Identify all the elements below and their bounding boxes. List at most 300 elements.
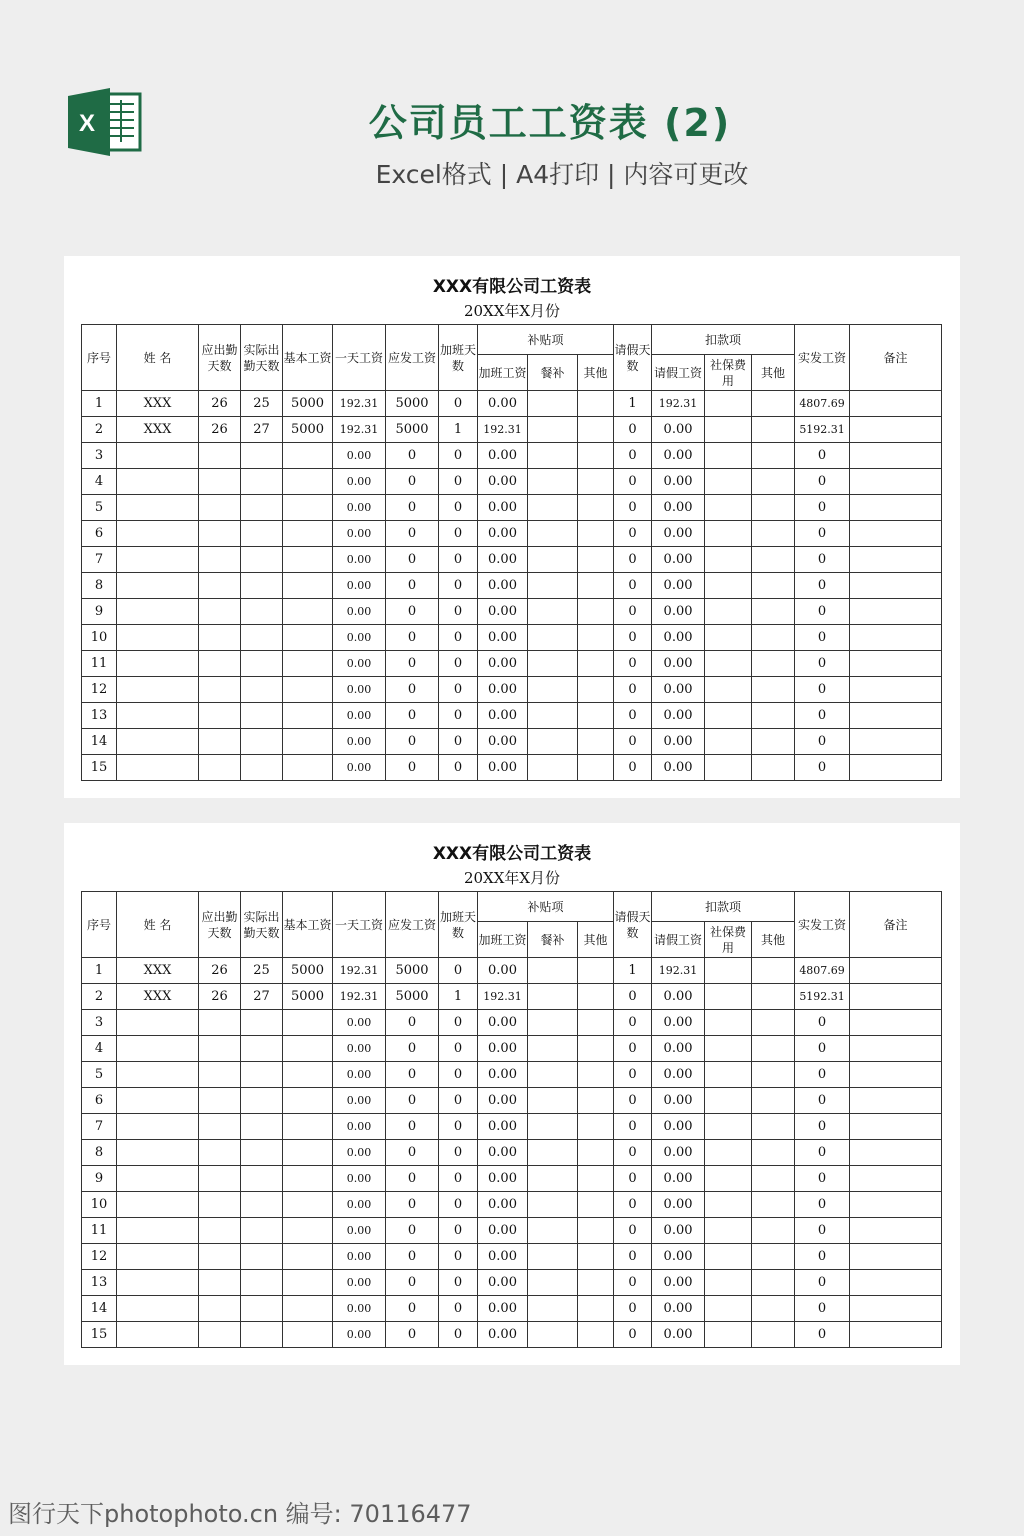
cell-name (117, 573, 199, 599)
cell-remarks (850, 1270, 942, 1296)
cell-base-salary (283, 469, 333, 495)
cell-name (117, 1088, 199, 1114)
cell-required-days (199, 521, 241, 547)
cell-leave-pay: 0.00 (652, 1088, 705, 1114)
cell-social-insurance (705, 1114, 752, 1140)
cell-leave-pay: 0.00 (652, 703, 705, 729)
header-overtime-pay: 加班工资 (478, 355, 528, 391)
cell-daily-salary: 0.00 (333, 1166, 386, 1192)
cell-allowance-other (578, 417, 614, 443)
cell-overtime-pay: 0.00 (478, 1244, 528, 1270)
cell-leave-pay: 0.00 (652, 573, 705, 599)
cell-name (117, 1218, 199, 1244)
cell-leave-pay: 0.00 (652, 1322, 705, 1348)
cell-meal-allowance (528, 443, 578, 469)
cell-daily-salary: 0.00 (333, 625, 386, 651)
cell-leave-days: 0 (614, 495, 652, 521)
cell-payable-salary: 0 (386, 1114, 439, 1140)
cell-meal-allowance (528, 1192, 578, 1218)
cell-actual-days: 27 (241, 417, 283, 443)
cell-leave-pay: 0.00 (652, 1218, 705, 1244)
cell-overtime-days: 0 (439, 1296, 478, 1322)
cell-deduction-other (752, 443, 795, 469)
cell-social-insurance (705, 1088, 752, 1114)
sheet-title: XXX有限公司工资表 (432, 844, 592, 864)
cell-remarks (850, 677, 942, 703)
cell-name: XXX (117, 958, 199, 984)
cell-allowance-other (578, 1218, 614, 1244)
table-row (82, 547, 942, 573)
watermark: 图行天下photophoto.cn 编号: 70116477 (8, 1500, 472, 1528)
cell-overtime-pay: 0.00 (478, 1140, 528, 1166)
table-row (82, 1270, 942, 1296)
header-deduction-group: 扣款项 (652, 892, 795, 922)
cell-overtime-days: 1 (439, 984, 478, 1010)
cell-meal-allowance (528, 651, 578, 677)
cell-payable-salary: 0 (386, 1270, 439, 1296)
cell-social-insurance (705, 958, 752, 984)
cell-remarks (850, 521, 942, 547)
sheet-title: XXX有限公司工资表 (432, 277, 592, 297)
cell-daily-salary: 0.00 (333, 573, 386, 599)
cell-net-salary: 0 (795, 1270, 850, 1296)
cell-overtime-pay: 0.00 (478, 391, 528, 417)
cell-seq: 11 (82, 651, 117, 677)
table-row (82, 625, 942, 651)
cell-required-days (199, 1036, 241, 1062)
header-leave-pay: 请假工资 (652, 355, 705, 391)
cell-daily-salary: 0.00 (333, 677, 386, 703)
header-required-days: 应出勤天数 (199, 892, 241, 958)
header-actual-days: 实际出勤天数 (241, 325, 283, 391)
cell-net-salary: 0 (795, 1244, 850, 1270)
cell-meal-allowance (528, 469, 578, 495)
cell-name (117, 599, 199, 625)
cell-deduction-other (752, 1140, 795, 1166)
cell-leave-pay: 0.00 (652, 1296, 705, 1322)
cell-daily-salary: 192.31 (333, 984, 386, 1010)
cell-payable-salary: 0 (386, 1036, 439, 1062)
cell-payable-salary: 0 (386, 495, 439, 521)
cell-leave-days: 0 (614, 703, 652, 729)
cell-remarks (850, 755, 942, 781)
table-row (82, 599, 942, 625)
cell-social-insurance (705, 1296, 752, 1322)
cell-name (117, 703, 199, 729)
cell-meal-allowance (528, 417, 578, 443)
cell-required-days (199, 1140, 241, 1166)
cell-deduction-other (752, 755, 795, 781)
header-name: 姓 名 (117, 325, 199, 391)
cell-leave-days: 0 (614, 677, 652, 703)
cell-payable-salary: 0 (386, 573, 439, 599)
header-social-insurance: 社保费用 (705, 922, 752, 958)
header-payable-salary: 应发工资 (386, 325, 439, 391)
cell-base-salary (283, 729, 333, 755)
cell-deduction-other (752, 1114, 795, 1140)
cell-payable-salary: 0 (386, 1088, 439, 1114)
cell-social-insurance (705, 1244, 752, 1270)
cell-overtime-days: 0 (439, 1088, 478, 1114)
cell-seq: 1 (82, 391, 117, 417)
cell-payable-salary: 0 (386, 729, 439, 755)
cell-leave-days: 0 (614, 1088, 652, 1114)
cell-required-days (199, 703, 241, 729)
cell-seq: 6 (82, 521, 117, 547)
payroll-sheet (64, 256, 960, 798)
cell-social-insurance (705, 1322, 752, 1348)
cell-allowance-other (578, 1114, 614, 1140)
cell-required-days (199, 755, 241, 781)
cell-name (117, 469, 199, 495)
cell-social-insurance (705, 573, 752, 599)
table-row (82, 443, 942, 469)
header-social-insurance: 社保费用 (705, 355, 752, 391)
cell-deduction-other (752, 984, 795, 1010)
cell-meal-allowance (528, 1062, 578, 1088)
cell-daily-salary: 0.00 (333, 703, 386, 729)
cell-payable-salary: 5000 (386, 391, 439, 417)
cell-leave-pay: 192.31 (652, 391, 705, 417)
cell-leave-pay: 0.00 (652, 755, 705, 781)
cell-allowance-other (578, 469, 614, 495)
cell-payable-salary: 0 (386, 1166, 439, 1192)
cell-seq: 3 (82, 443, 117, 469)
cell-leave-pay: 0.00 (652, 443, 705, 469)
cell-leave-days: 0 (614, 1140, 652, 1166)
cell-daily-salary: 0.00 (333, 469, 386, 495)
cell-required-days (199, 1088, 241, 1114)
cell-overtime-pay: 0.00 (478, 1114, 528, 1140)
cell-remarks (850, 1166, 942, 1192)
cell-remarks (850, 703, 942, 729)
cell-daily-salary: 0.00 (333, 1114, 386, 1140)
cell-required-days: 26 (199, 958, 241, 984)
table-row (82, 1218, 942, 1244)
cell-base-salary (283, 1244, 333, 1270)
cell-name (117, 521, 199, 547)
table-row (82, 1036, 942, 1062)
cell-daily-salary: 0.00 (333, 547, 386, 573)
cell-payable-salary: 5000 (386, 984, 439, 1010)
cell-base-salary (283, 1140, 333, 1166)
header-allowance-group: 补贴项 (478, 892, 614, 922)
header-overtime-days: 加班天数 (439, 325, 478, 391)
table-row (82, 1114, 942, 1140)
cell-seq: 14 (82, 1296, 117, 1322)
cell-payable-salary: 0 (386, 1062, 439, 1088)
cell-leave-pay: 192.31 (652, 958, 705, 984)
cell-base-salary (283, 443, 333, 469)
cell-overtime-pay: 192.31 (478, 417, 528, 443)
cell-net-salary: 0 (795, 1218, 850, 1244)
cell-payable-salary: 0 (386, 1296, 439, 1322)
cell-base-salary (283, 1218, 333, 1244)
cell-meal-allowance (528, 729, 578, 755)
table-row (82, 495, 942, 521)
cell-seq: 13 (82, 703, 117, 729)
header-required-days: 应出勤天数 (199, 325, 241, 391)
cell-name (117, 1244, 199, 1270)
cell-remarks (850, 1062, 942, 1088)
cell-social-insurance (705, 1010, 752, 1036)
cell-allowance-other (578, 703, 614, 729)
cell-net-salary: 0 (795, 1010, 850, 1036)
cell-seq: 10 (82, 625, 117, 651)
cell-name (117, 1114, 199, 1140)
cell-net-salary: 5192.31 (795, 417, 850, 443)
cell-remarks (850, 1010, 942, 1036)
cell-leave-days: 0 (614, 625, 652, 651)
cell-deduction-other (752, 1166, 795, 1192)
cell-overtime-days: 0 (439, 469, 478, 495)
cell-payable-salary: 0 (386, 469, 439, 495)
cell-overtime-days: 0 (439, 521, 478, 547)
cell-remarks (850, 391, 942, 417)
cell-name (117, 547, 199, 573)
cell-daily-salary: 0.00 (333, 1270, 386, 1296)
cell-leave-days: 0 (614, 1192, 652, 1218)
cell-leave-pay: 0.00 (652, 1244, 705, 1270)
table-row (82, 677, 942, 703)
table-row (82, 1166, 942, 1192)
cell-actual-days (241, 729, 283, 755)
cell-overtime-pay: 0.00 (478, 521, 528, 547)
cell-overtime-days: 0 (439, 625, 478, 651)
cell-base-salary (283, 625, 333, 651)
cell-leave-pay: 0.00 (652, 521, 705, 547)
cell-social-insurance (705, 755, 752, 781)
header-leave-pay: 请假工资 (652, 922, 705, 958)
cell-social-insurance (705, 729, 752, 755)
cell-overtime-days: 0 (439, 391, 478, 417)
cell-social-insurance (705, 651, 752, 677)
cell-actual-days (241, 755, 283, 781)
cell-base-salary (283, 521, 333, 547)
cell-overtime-pay: 192.31 (478, 984, 528, 1010)
cell-seq: 10 (82, 1192, 117, 1218)
cell-leave-days: 0 (614, 729, 652, 755)
cell-meal-allowance (528, 521, 578, 547)
cell-name: XXX (117, 417, 199, 443)
cell-meal-allowance (528, 1140, 578, 1166)
cell-overtime-pay: 0.00 (478, 469, 528, 495)
cell-leave-days: 0 (614, 1296, 652, 1322)
cell-base-salary (283, 1088, 333, 1114)
cell-seq: 5 (82, 495, 117, 521)
cell-meal-allowance (528, 625, 578, 651)
cell-actual-days (241, 1270, 283, 1296)
cell-allowance-other (578, 1088, 614, 1114)
cell-meal-allowance (528, 599, 578, 625)
cell-overtime-days: 0 (439, 677, 478, 703)
cell-allowance-other (578, 1010, 614, 1036)
cell-allowance-other (578, 1036, 614, 1062)
cell-deduction-other (752, 1322, 795, 1348)
cell-daily-salary: 0.00 (333, 755, 386, 781)
cell-seq: 2 (82, 417, 117, 443)
cell-actual-days (241, 651, 283, 677)
cell-meal-allowance (528, 1036, 578, 1062)
cell-leave-pay: 0.00 (652, 1166, 705, 1192)
cell-required-days (199, 1192, 241, 1218)
cell-daily-salary: 192.31 (333, 958, 386, 984)
cell-seq: 4 (82, 1036, 117, 1062)
cell-base-salary (283, 1270, 333, 1296)
cell-daily-salary: 192.31 (333, 417, 386, 443)
cell-overtime-pay: 0.00 (478, 1218, 528, 1244)
cell-overtime-pay: 0.00 (478, 958, 528, 984)
cell-remarks (850, 1244, 942, 1270)
cell-overtime-days: 0 (439, 651, 478, 677)
cell-leave-days: 0 (614, 1036, 652, 1062)
cell-leave-days: 1 (614, 391, 652, 417)
cell-leave-pay: 0.00 (652, 1270, 705, 1296)
cell-deduction-other (752, 547, 795, 573)
cell-overtime-days: 0 (439, 1114, 478, 1140)
cell-required-days: 26 (199, 391, 241, 417)
cell-meal-allowance (528, 573, 578, 599)
page-subtitle: Excel格式 | A4打印 | 内容可更改 (375, 160, 749, 189)
header-remarks: 备注 (850, 892, 942, 958)
table-row (82, 1140, 942, 1166)
cell-required-days (199, 1010, 241, 1036)
cell-seq: 9 (82, 1166, 117, 1192)
cell-net-salary: 0 (795, 703, 850, 729)
cell-seq: 8 (82, 1140, 117, 1166)
table-row (82, 391, 942, 417)
cell-leave-days: 0 (614, 599, 652, 625)
cell-remarks (850, 729, 942, 755)
cell-daily-salary: 192.31 (333, 391, 386, 417)
cell-remarks (850, 625, 942, 651)
header-net-salary: 实发工资 (795, 325, 850, 391)
cell-name (117, 1296, 199, 1322)
table-row (82, 1296, 942, 1322)
cell-daily-salary: 0.00 (333, 729, 386, 755)
cell-leave-pay: 0.00 (652, 651, 705, 677)
cell-leave-pay: 0.00 (652, 1036, 705, 1062)
cell-actual-days (241, 599, 283, 625)
cell-net-salary: 0 (795, 599, 850, 625)
cell-actual-days (241, 1218, 283, 1244)
cell-base-salary (283, 1010, 333, 1036)
cell-actual-days (241, 625, 283, 651)
cell-overtime-pay: 0.00 (478, 1296, 528, 1322)
header-seq: 序号 (82, 892, 117, 958)
cell-daily-salary: 0.00 (333, 1296, 386, 1322)
cell-overtime-days: 0 (439, 703, 478, 729)
cell-overtime-pay: 0.00 (478, 703, 528, 729)
cell-actual-days (241, 1088, 283, 1114)
table-row (82, 469, 942, 495)
payroll-table (81, 324, 942, 781)
cell-payable-salary: 0 (386, 1244, 439, 1270)
cell-payable-salary: 0 (386, 443, 439, 469)
cell-actual-days (241, 1140, 283, 1166)
table-row (82, 755, 942, 781)
header-net-salary: 实发工资 (795, 892, 850, 958)
cell-actual-days (241, 1166, 283, 1192)
cell-required-days: 26 (199, 417, 241, 443)
cell-allowance-other (578, 599, 614, 625)
table-row (82, 573, 942, 599)
header-seq: 序号 (82, 325, 117, 391)
cell-seq: 15 (82, 1322, 117, 1348)
cell-actual-days (241, 1036, 283, 1062)
cell-deduction-other (752, 1036, 795, 1062)
cell-daily-salary: 0.00 (333, 1218, 386, 1244)
table-row (82, 1192, 942, 1218)
cell-overtime-pay: 0.00 (478, 755, 528, 781)
payroll-sheet (64, 823, 960, 1365)
cell-net-salary: 0 (795, 755, 850, 781)
cell-leave-pay: 0.00 (652, 417, 705, 443)
cell-net-salary: 0 (795, 573, 850, 599)
cell-seq: 6 (82, 1088, 117, 1114)
cell-net-salary: 0 (795, 1140, 850, 1166)
cell-actual-days (241, 1296, 283, 1322)
cell-leave-days: 0 (614, 1244, 652, 1270)
cell-allowance-other (578, 521, 614, 547)
cell-daily-salary: 0.00 (333, 1140, 386, 1166)
cell-leave-pay: 0.00 (652, 495, 705, 521)
cell-required-days (199, 1166, 241, 1192)
cell-social-insurance (705, 1036, 752, 1062)
cell-deduction-other (752, 703, 795, 729)
cell-remarks (850, 651, 942, 677)
table-row (82, 1322, 942, 1348)
cell-deduction-other (752, 521, 795, 547)
cell-actual-days (241, 1244, 283, 1270)
cell-allowance-other (578, 677, 614, 703)
cell-social-insurance (705, 469, 752, 495)
cell-name: XXX (117, 984, 199, 1010)
cell-net-salary: 0 (795, 1036, 850, 1062)
header-leave-days: 请假天数 (614, 892, 652, 958)
cell-required-days (199, 1270, 241, 1296)
cell-required-days (199, 625, 241, 651)
header-deduction-other: 其他 (752, 922, 795, 958)
cell-social-insurance (705, 1192, 752, 1218)
cell-overtime-days: 0 (439, 1010, 478, 1036)
cell-deduction-other (752, 1192, 795, 1218)
table-row (82, 651, 942, 677)
cell-allowance-other (578, 1322, 614, 1348)
cell-leave-days: 0 (614, 469, 652, 495)
cell-name (117, 729, 199, 755)
cell-deduction-other (752, 1218, 795, 1244)
cell-allowance-other (578, 1244, 614, 1270)
cell-overtime-pay: 0.00 (478, 651, 528, 677)
cell-base-salary (283, 703, 333, 729)
cell-seq: 11 (82, 1218, 117, 1244)
cell-allowance-other (578, 443, 614, 469)
header-overtime-days: 加班天数 (439, 892, 478, 958)
cell-social-insurance (705, 1062, 752, 1088)
cell-leave-pay: 0.00 (652, 1192, 705, 1218)
header-allowance-other: 其他 (578, 922, 614, 958)
cell-meal-allowance (528, 1010, 578, 1036)
cell-required-days (199, 443, 241, 469)
cell-net-salary: 0 (795, 625, 850, 651)
cell-remarks (850, 469, 942, 495)
cell-payable-salary: 0 (386, 1010, 439, 1036)
cell-remarks (850, 1140, 942, 1166)
cell-net-salary: 0 (795, 521, 850, 547)
cell-required-days (199, 573, 241, 599)
header-remarks: 备注 (850, 325, 942, 391)
